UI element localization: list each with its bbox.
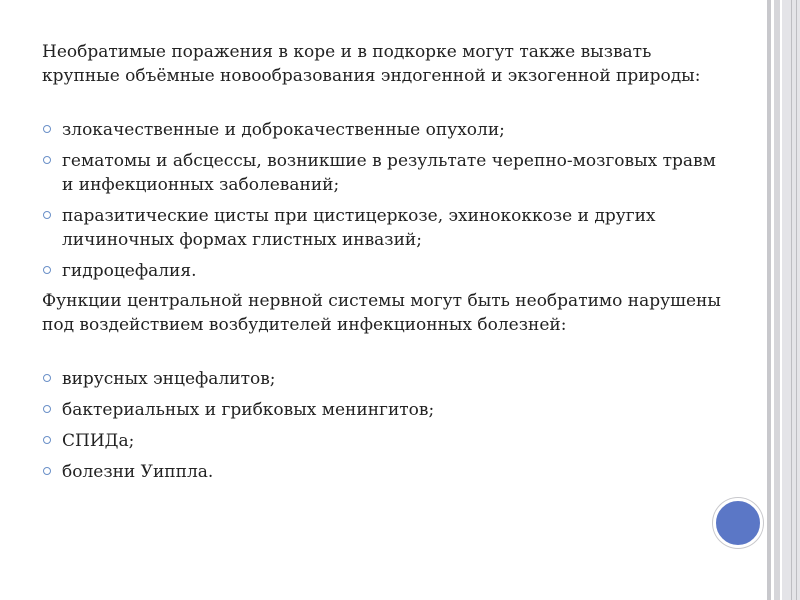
list-item: [42, 460, 722, 484]
spacer: [42, 337, 722, 367]
bullet-icon: [43, 266, 51, 274]
list-item-text: гидроцефалия.: [62, 261, 197, 281]
bullet-icon: [43, 436, 51, 444]
list-item-text: злокачественные и доброкачественные опухоли;: [62, 120, 505, 140]
list-item: [42, 149, 722, 197]
list-item-text: СПИДа;: [62, 431, 135, 451]
bullet-list-1: [42, 118, 722, 283]
bullet-list-2: [42, 367, 722, 484]
list-item-text: болезни Уиппла.: [62, 462, 214, 482]
intro-paragraph-2: Функции центральной нервной системы могут быть необратимо нарушены под воздействием возбудителей инфекционных болезней:: [42, 291, 721, 335]
list-item: [42, 398, 722, 422]
list-item-text: бактериальных и грибковых менингитов;: [62, 400, 435, 420]
edge-line: [791, 0, 792, 600]
bullet-icon: [43, 156, 51, 164]
bullet-icon: [43, 374, 51, 382]
list-item: [42, 118, 722, 142]
list-item: [42, 204, 722, 252]
bullet-icon: [43, 125, 51, 133]
bullet-icon: [43, 467, 51, 475]
decorative-circle-icon: [713, 498, 763, 548]
list-item: [42, 259, 722, 283]
list-item: [42, 367, 722, 391]
edge-line: [796, 0, 797, 600]
bullet-icon: [43, 405, 51, 413]
list-item-text: гематомы и абсцессы, возникшие в результате черепно-мозговых травм и инфекционных заболеваний;: [62, 151, 716, 195]
intro-paragraph-1: Необратимые поражения в коре и в подкорке могут также вызвать крупные объёмные новообразования эндогенной и экзогенной природы:: [42, 42, 701, 86]
list-item: [42, 429, 722, 453]
list-item-text: вирусных энцефалитов;: [62, 369, 276, 389]
bullet-icon: [43, 211, 51, 219]
list-item-text: паразитические цисты при цистицеркозе, эхинококкозе и других личиночных формах глистных инвазий;: [62, 206, 656, 250]
spacer: [42, 88, 722, 118]
slide-content: [42, 40, 722, 490]
